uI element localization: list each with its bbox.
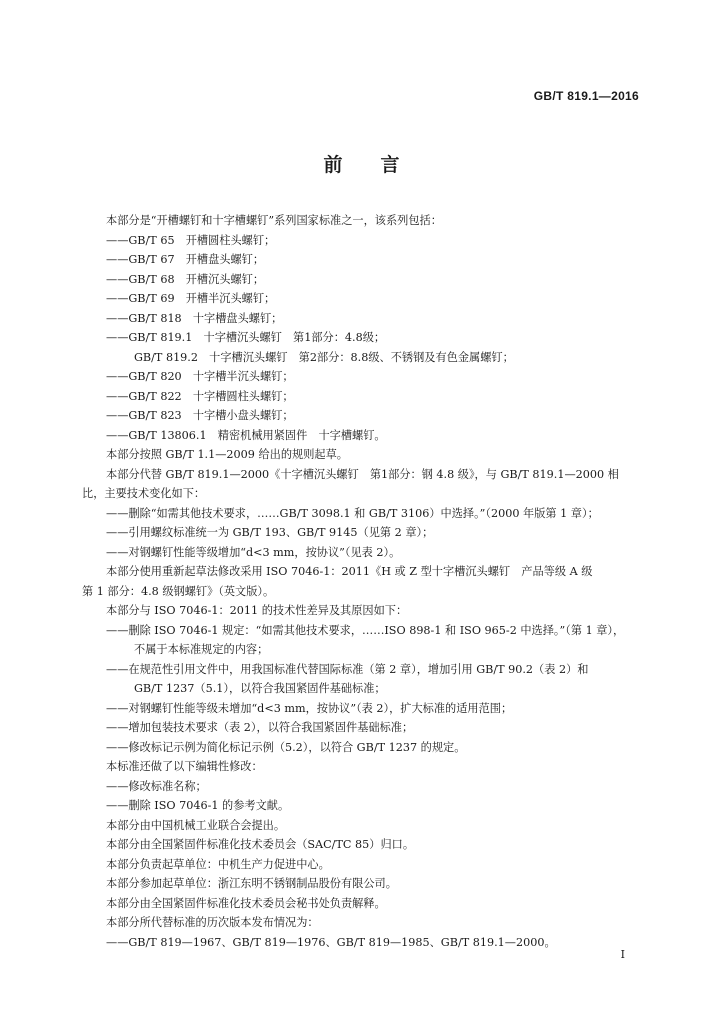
foreword-body <box>82 211 642 952</box>
text-line: ——GB/T 13806.1 精密机械用紧固件 十字槽螺钉。 <box>106 428 386 442</box>
text-line: 本部分由中国机械工业联合会提出。 <box>106 818 286 832</box>
text-line: 本部分负责起草单位：中机生产力促进中心。 <box>106 857 330 871</box>
text-line: ——对钢螺钉性能等级增加“d<3 mm，按协议”（见表 2）。 <box>106 545 401 559</box>
text-line: ——GB/T 65 开槽圆柱头螺钉； <box>106 233 276 247</box>
text-line: GB/T 1237（5.1），以符合我国紧固件基础标准； <box>134 682 386 695</box>
page-number: I <box>620 948 625 961</box>
text-line: ——GB/T 818 十字槽盘头螺钉； <box>106 311 283 325</box>
text-line: 本部分由全国紧固件标准化技术委员会秘书处负责解释。 <box>106 896 386 910</box>
text-line: 本标准还做了以下编辑性修改： <box>106 760 263 773</box>
text-line: ——引用螺纹标准统一为 GB/T 193、GB/T 9145（见第 2 章）； <box>106 526 434 539</box>
text-line: 本部分参加起草单位：浙江东明不锈钢制品股份有限公司。 <box>106 877 397 890</box>
text-line: 比，主要技术变化如下： <box>82 487 206 500</box>
text-line: 不属于本标准规定的内容； <box>134 643 269 656</box>
text-line: ——在规范性引用文件中，用我国标准代替国际标准（第 2 章），增加引用 GB/T 90.2（表 2）和 <box>106 662 589 676</box>
text-line: GB/T 819.2 十字槽沉头螺钉 第2部分：8.8级、不锈钢及有色金属螺钉； <box>134 350 514 364</box>
text-line: 本部分由全国紧固件标准化技术委员会（SAC/TC 85）归口。 <box>106 838 415 851</box>
text-line: 本部分代替 GB/T 819.1—2000《十字槽沉头螺钉 第1部分：钢 4.8 级》，与 GB/T 819.1—2000 相 <box>106 467 619 481</box>
text-line: ——增加包装技术要求（表 2），以符合我国紧固件基础标准； <box>106 721 414 734</box>
text-line: ——修改标准名称； <box>106 779 207 793</box>
text-line: ——GB/T 819—1967、GB/T 819—1976、GB/T 819—1985、GB/T 819.1—2000。 <box>106 935 556 949</box>
text-line: 本部分所代替标准的历次版本发布情况为： <box>106 916 319 929</box>
text-line: ——删除 ISO 7046-1 的参考文献。 <box>106 799 290 812</box>
text-line: ——GB/T 819.1 十字槽沉头螺钉 第1部分：4.8级； <box>106 331 386 344</box>
text-line: ——GB/T 69 开槽半沉头螺钉； <box>106 292 276 305</box>
text-line: ——GB/T 67 开槽盘头螺钉； <box>106 253 265 266</box>
text-line: 本部分与 ISO 7046-1：2011 的技术性差异及其原因如下： <box>106 604 408 617</box>
text-line: 本部分按照 GB/T 1.1—2009 给出的规则起草。 <box>106 448 348 461</box>
text-line: ——GB/T 822 十字槽圆柱头螺钉； <box>106 389 294 403</box>
text-line: ——删除“如需其他技术要求，……GB/T 3098.1 和 GB/T 3106）中选择。”（2000 年版第 1 章）； <box>106 506 599 520</box>
page-title: 前言 <box>323 154 438 176</box>
text-line: ——GB/T 68 开槽沉头螺钉； <box>106 272 265 286</box>
text-line: 第 1 部分：4.8 级钢螺钉》（英文版）。 <box>82 584 275 598</box>
text-line: ——GB/T 820 十字槽半沉头螺钉； <box>106 370 294 383</box>
standard-number: GB/T 819.1—2016 <box>533 89 639 103</box>
text-line: ——删除 ISO 7046-1 规定：“如需其他技术要求，……ISO 898-1 和 ISO 965-2 中选择。”（第 1 章）， <box>106 623 625 637</box>
text-line: 本部分是“开槽螺钉和十字槽螺钉”系列国家标准之一，该系列包括： <box>106 214 442 227</box>
text-line: ——修改标记示例为简化标记示例（5.2），以符合 GB/T 1237 的规定。 <box>106 740 466 754</box>
text-line: ——GB/T 823 十字槽小盘头螺钉； <box>106 409 294 422</box>
text-line: ——对钢螺钉性能等级未增加“d<3 mm，按协议”（表 2），扩大标准的适用范围； <box>106 701 513 715</box>
text-line: 本部分使用重新起草法修改采用 ISO 7046-1：2011《H 或 Z 型十字槽沉头螺钉 产品等级 A 级 <box>106 565 593 578</box>
